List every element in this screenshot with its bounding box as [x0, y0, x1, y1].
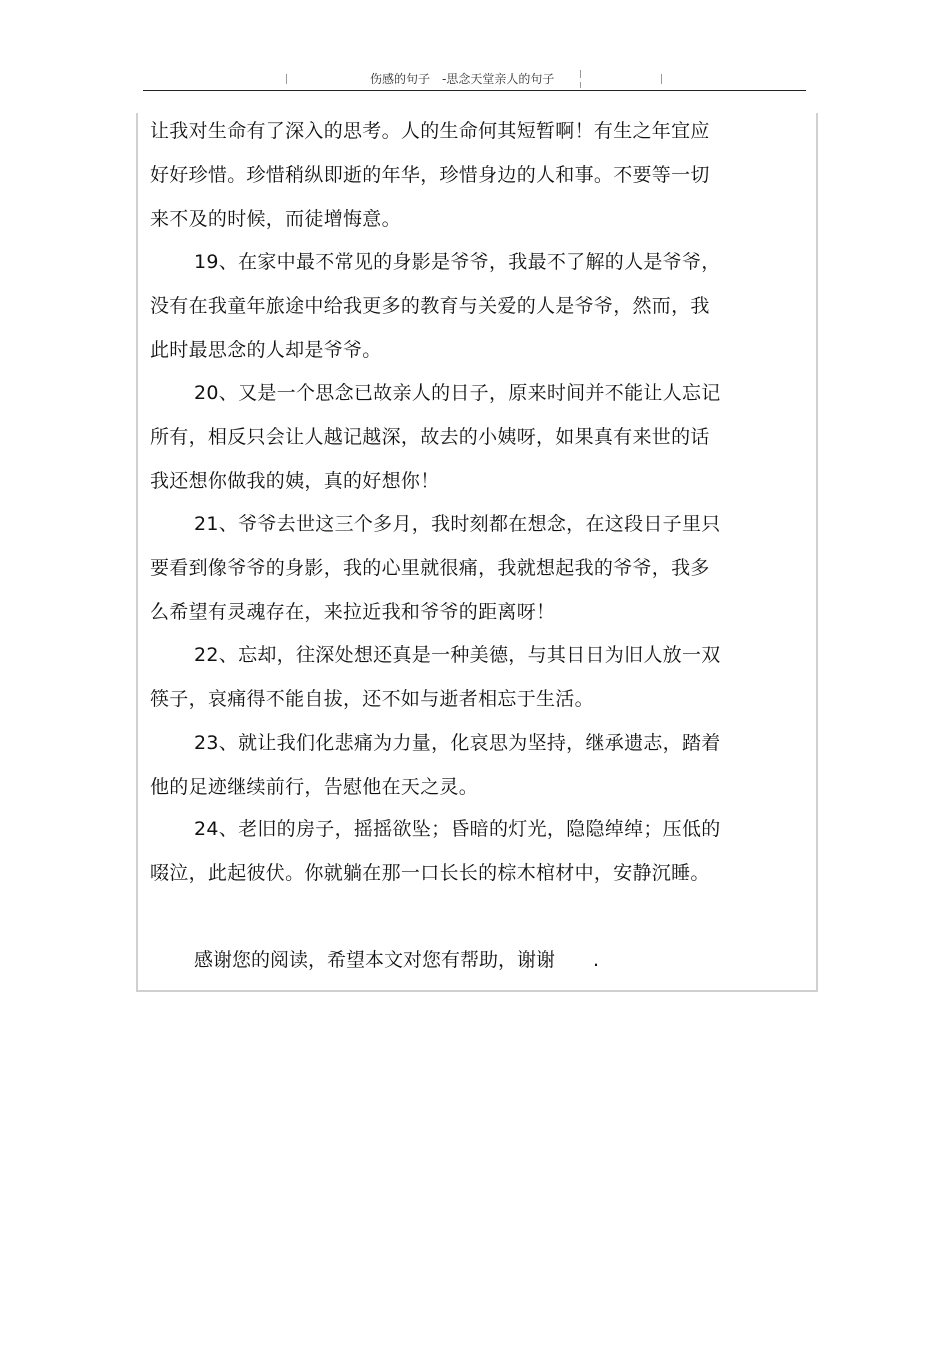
header-title-part2: -思念天堂亲人的句子 [442, 72, 555, 86]
text-line: 要看到像爷爷的身影，我的心里就很痛，我就想起我的爷爷，我多 [150, 557, 710, 579]
header-tick-left [286, 74, 287, 84]
text-line: 来不及的时候，而徒增悔意。 [150, 208, 401, 230]
header-tick-right [661, 74, 662, 84]
text-line: 让我对生命有了深入的思考。人的生命何其短暂啊！有生之年宜应 [150, 120, 710, 142]
header-rule [143, 90, 806, 91]
text-line: 没有在我童年旅途中给我更多的教育与关爱的人是爷爷，然而，我 [150, 295, 710, 317]
text-line: 啜泣，此起彼伏。你就躺在那一口长长的棕木棺材中，安静沉睡。 [150, 862, 710, 884]
header-title-part1: 伤感的句子 [370, 72, 431, 86]
header-tick-mid-low [580, 82, 581, 88]
text-line: 20、又是一个思念已故亲人的日子，原来时间并不能让人忘记 [194, 382, 721, 404]
text-line: 所有，相反只会让人越记越深，故去的小姨呀，如果真有来世的话 [150, 426, 710, 448]
text-line: 么希望有灵魂存在，来拉近我和爷爷的距离呀！ [150, 601, 556, 623]
text-line: 筷子，哀痛得不能自拔，还不如与逝者相忘于生活。 [150, 688, 594, 710]
text-line: 好好珍惜。珍惜稍纵即逝的年华，珍惜身边的人和事。不要等一切 [150, 164, 710, 186]
text-line: 22、忘却，往深处想还真是一种美德，与其日日为旧人放一双 [194, 644, 721, 666]
running-header [370, 70, 554, 87]
header-tick-mid [580, 70, 581, 78]
text-line: 我还想你做我的姨，真的好想你！ [150, 470, 440, 492]
text-line: 24、老旧的房子，摇摇欲坠；昏暗的灯光，隐隐绰绰；压低的 [194, 818, 721, 840]
text-line: 他的足迹继续前行，告慰他在天之灵。 [150, 776, 479, 798]
text-line: 19、在家中最不常见的身影是爷爷，我最不了解的人是爷爷， [194, 251, 721, 273]
text-line: 23、就让我们化悲痛为力量，化哀思为坚持，继承遗志，踏着 [194, 732, 721, 754]
text-line: 21、爷爷去世这三个多月，我时刻都在想念，在这段日子里只 [194, 513, 721, 535]
closing-note: 感谢您的阅读，希望本文对您有帮助，谢谢 . [194, 949, 600, 971]
text-line: 此时最思念的人却是爷爷。 [150, 339, 382, 361]
